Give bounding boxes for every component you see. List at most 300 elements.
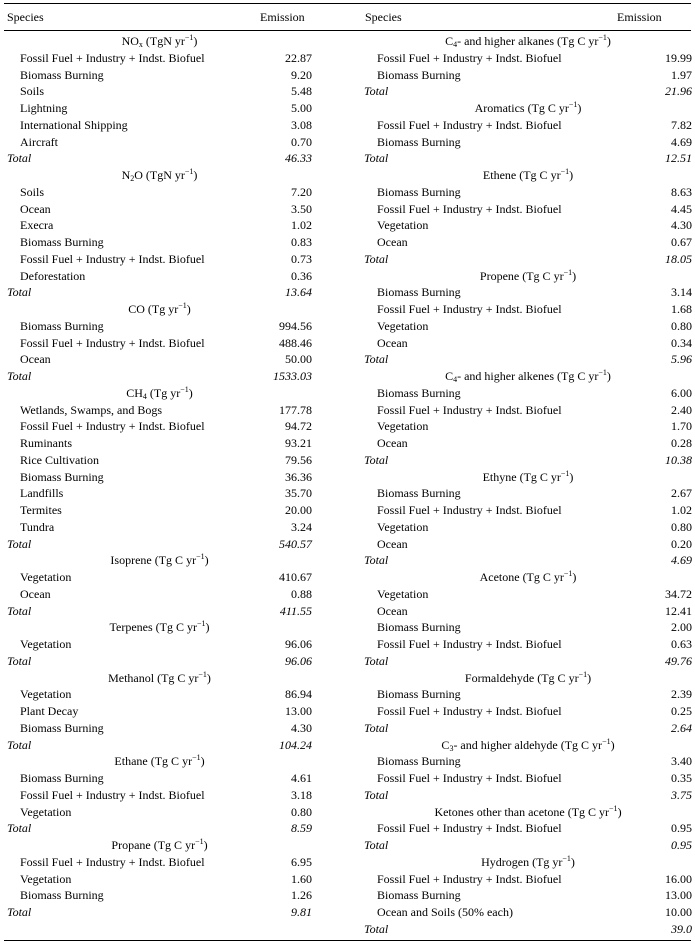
group-title <box>364 167 692 184</box>
total-value: 12.51 <box>665 151 692 166</box>
emission-value: 4.61 <box>291 771 312 785</box>
group-title-main: Ethene <box>482 168 517 182</box>
source-label: Biomass Burning <box>377 687 461 702</box>
group-title-main: Ethyne <box>482 469 517 484</box>
table-row <box>7 686 312 703</box>
source-label: Fossil Fuel + Industry + Indst. Biofuel <box>377 50 562 65</box>
table-row <box>364 418 692 435</box>
group-title-main: CO <box>128 302 145 316</box>
group-title-end: ) <box>193 168 198 182</box>
total-label: Total <box>364 352 389 367</box>
source-label: International Shipping <box>20 117 128 132</box>
source-label: Fossil Fuel + Industry + Indst. Biofuel <box>377 871 562 886</box>
total-value: 9.81 <box>291 905 312 919</box>
group-heading <box>364 670 692 687</box>
group-title-end: ) <box>569 469 574 484</box>
group-title-end: ) <box>205 620 210 635</box>
group-title-main: Isoprene <box>110 553 152 568</box>
table-row <box>364 586 692 603</box>
total-label: Total <box>364 151 389 166</box>
total-row <box>364 837 692 854</box>
total-row <box>7 536 312 553</box>
group-title-end: ) <box>572 268 577 283</box>
group-title-superscript: −1 <box>195 837 204 846</box>
emission-value: 19.99 <box>665 50 692 65</box>
group-title-end: ) <box>610 737 615 752</box>
group-title <box>7 837 312 854</box>
group-heading <box>364 737 692 754</box>
group-title-end: ) <box>572 570 577 584</box>
source-label: Biomass Burning <box>20 771 104 785</box>
emission-value: 0.34 <box>671 335 692 350</box>
total-label: Total <box>364 84 389 99</box>
table-bottom-rule <box>4 940 691 941</box>
emission-value: 2.00 <box>671 620 692 635</box>
emission-value: 13.00 <box>285 704 312 718</box>
group-title-superscript: −1 <box>598 368 607 377</box>
emission-value: 177.78 <box>279 402 312 417</box>
table-row <box>364 50 692 67</box>
source-label: Rice Cultivation <box>20 452 99 467</box>
group-title-unit: (Tg C yr <box>519 268 564 283</box>
source-label: Biomass Burning <box>20 888 104 903</box>
total-label: Total <box>7 151 32 166</box>
table-row <box>7 720 312 737</box>
total-value: 104.24 <box>279 737 312 752</box>
emission-value: 1.02 <box>291 218 312 233</box>
group-title-unit: - and higher aldehyde (Tg C yr <box>453 737 603 752</box>
total-label: Total <box>364 653 389 668</box>
table-row <box>364 887 692 904</box>
table-row <box>7 887 312 904</box>
total-row <box>7 737 312 754</box>
source-label: Soils <box>20 84 45 99</box>
emission-value: 9.20 <box>291 67 312 82</box>
source-label: Biomass Burning <box>20 469 104 484</box>
source-label: Vegetation <box>377 586 429 601</box>
emission-value: 410.67 <box>279 570 312 584</box>
source-label: Vegetation <box>20 804 72 819</box>
table-row <box>7 770 312 787</box>
emission-value: 96.06 <box>285 637 312 651</box>
emission-value: 79.56 <box>285 452 312 467</box>
group-title <box>364 804 692 821</box>
group-title-subscript: 3 <box>449 743 454 753</box>
source-label: Deforestation <box>20 268 86 283</box>
emission-value: 16.00 <box>665 871 692 886</box>
group-title-end: ) <box>569 168 574 182</box>
source-label: Aircraft <box>20 134 58 149</box>
table-row <box>7 452 312 469</box>
emission-value: 0.36 <box>291 268 312 283</box>
group-title <box>364 368 692 385</box>
group-heading <box>7 753 312 770</box>
emission-value: 1.68 <box>671 302 692 316</box>
table-header-rule <box>4 30 691 31</box>
table-top-rule <box>4 3 691 4</box>
table-row <box>7 234 312 251</box>
group-title-main: Aromatics <box>474 101 525 115</box>
group-title-unit: (Tg yr <box>529 854 563 869</box>
table-row <box>7 519 312 536</box>
group-title-end: ) <box>200 754 205 769</box>
emission-value: 0.63 <box>671 637 692 651</box>
table-row <box>7 117 312 134</box>
source-label: Biomass Burning <box>377 67 461 82</box>
group-title-end: ) <box>206 670 211 685</box>
group-title-superscript: −1 <box>560 468 570 478</box>
table-row <box>7 703 312 720</box>
table-row <box>364 284 692 301</box>
group-heading <box>7 619 312 636</box>
source-label: Biomass Burning <box>377 754 461 769</box>
source-label: Landfills <box>20 486 64 501</box>
group-title-main: Ethane <box>114 754 148 769</box>
total-label: Total <box>364 452 389 467</box>
emission-value: 994.56 <box>279 318 312 333</box>
total-label: Total <box>7 905 32 919</box>
emission-value: 7.82 <box>671 117 692 132</box>
emission-value: 6.95 <box>291 854 312 869</box>
group-title-superscript: −1 <box>178 301 187 310</box>
source-label: Fossil Fuel + Industry + Indst. Biofuel <box>377 503 562 517</box>
emission-value: 94.72 <box>285 419 312 434</box>
group-title-main: Hydrogen <box>481 854 530 869</box>
group-title-unit: (TgN yr <box>142 34 185 48</box>
source-label: Ocean <box>20 201 51 216</box>
source-label: Fossil Fuel + Industry + Indst. Biofuel <box>20 854 205 869</box>
group-title-end: ) <box>193 34 198 48</box>
table-row <box>364 234 692 251</box>
total-value: 3.75 <box>671 787 692 802</box>
total-row <box>7 653 312 670</box>
group-title-superscript: −1 <box>184 33 194 42</box>
group-heading <box>364 368 692 385</box>
table-header <box>0 9 695 25</box>
left-emission-header: Emission <box>260 10 305 24</box>
total-value: 96.06 <box>285 653 312 668</box>
table-row <box>7 351 312 368</box>
emission-value: 0.80 <box>671 519 692 534</box>
total-row <box>364 351 692 368</box>
emission-value: 4.69 <box>671 134 692 149</box>
group-title-superscript: −1 <box>560 167 570 176</box>
group-heading <box>7 301 312 318</box>
group-title-superscript: −1 <box>184 167 194 176</box>
emission-value: 86.94 <box>285 687 312 702</box>
group-title-main: C <box>445 369 454 383</box>
total-row <box>364 251 692 268</box>
source-label: Biomass Burning <box>377 385 461 400</box>
emission-value: 3.08 <box>291 117 312 132</box>
group-title-main: Formaldehyde <box>464 670 535 685</box>
source-label: Vegetation <box>20 637 72 651</box>
table-row <box>7 586 312 603</box>
emission-value: 4.45 <box>671 201 692 216</box>
group-title <box>7 753 312 770</box>
source-label: Wetlands, Swamps, and Bogs <box>20 402 163 417</box>
source-label: Fossil Fuel + Industry + Indst. Biofuel <box>377 201 562 216</box>
emission-value: 0.80 <box>291 804 312 819</box>
group-title-unit: (Tg C yr <box>516 469 561 484</box>
group-title-superscript: −1 <box>196 619 206 629</box>
table-row <box>7 67 312 84</box>
total-value: 540.57 <box>279 536 312 551</box>
emission-value: 0.83 <box>291 235 312 249</box>
emission-value: 1.60 <box>291 871 312 886</box>
left-species-header: Species <box>7 10 44 24</box>
table-row <box>364 67 692 84</box>
source-label: Ocean <box>377 603 408 618</box>
group-title-superscript: −1 <box>598 33 607 42</box>
table-row <box>364 603 692 620</box>
total-row <box>7 368 312 385</box>
group-title-main: Propene <box>479 268 520 283</box>
group-title-superscript: −1 <box>602 736 611 746</box>
group-title-subscript: 4 <box>453 375 458 384</box>
total-row <box>364 552 692 569</box>
source-label: Fossil Fuel + Industry + Indst. Biofuel <box>20 787 205 802</box>
emission-value: 50.00 <box>285 352 312 367</box>
group-title-subscript: 2 <box>130 174 135 183</box>
group-title-unit: (Tg C yr <box>564 804 610 819</box>
source-label: Tundra <box>20 519 55 534</box>
source-label: Ruminants <box>20 436 73 450</box>
table-row <box>7 854 312 871</box>
emission-value: 34.72 <box>665 586 692 601</box>
group-title-main: Methanol <box>108 670 155 685</box>
source-label: Vegetation <box>20 687 72 702</box>
group-title <box>364 569 692 586</box>
table-row <box>364 502 692 519</box>
table-row <box>364 301 692 318</box>
table-row <box>7 201 312 218</box>
emission-value: 22.87 <box>285 50 312 65</box>
table-row <box>364 117 692 134</box>
group-title-end: ) <box>570 854 575 869</box>
group-title-main: Terpenes <box>109 620 153 635</box>
emission-value: 8.63 <box>671 184 692 199</box>
total-label: Total <box>7 821 32 836</box>
group-title-end: ) <box>606 34 611 48</box>
total-value: 46.33 <box>285 151 312 166</box>
group-title-subscript: 4 <box>142 391 147 401</box>
emission-value: 20.00 <box>285 503 312 517</box>
table-row <box>364 184 692 201</box>
table-row <box>364 318 692 335</box>
emission-value: 3.14 <box>671 285 692 300</box>
source-label: Plant Decay <box>20 704 79 718</box>
source-label: Execra <box>20 218 54 233</box>
right-column <box>364 33 692 938</box>
emission-value: 0.25 <box>671 704 692 718</box>
total-value: 10.38 <box>665 452 692 467</box>
group-title-superscript: −1 <box>192 753 201 763</box>
total-row <box>364 720 692 737</box>
left-column <box>7 33 312 921</box>
group-title-end: ) <box>186 302 191 316</box>
source-label: Fossil Fuel + Industry + Indst. Biofuel <box>377 302 562 316</box>
group-title-superscript: −1 <box>196 552 205 562</box>
source-label: Biomass Burning <box>377 285 461 300</box>
group-title <box>7 552 312 569</box>
table-row <box>364 134 692 151</box>
total-label: Total <box>364 787 389 802</box>
group-title-unit: (Tg C yr <box>534 670 579 685</box>
emission-value: 3.50 <box>291 201 312 216</box>
emission-value: 10.00 <box>665 905 692 919</box>
source-label: Biomass Burning <box>377 486 461 501</box>
group-title-end: ) <box>606 369 611 383</box>
source-label: Biomass Burning <box>377 888 461 903</box>
table-row <box>7 134 312 151</box>
emission-value: 2.67 <box>671 486 692 501</box>
table-row <box>364 536 692 553</box>
total-row <box>364 83 692 100</box>
table-row <box>364 904 692 921</box>
total-row <box>364 452 692 469</box>
total-label: Total <box>364 921 389 936</box>
table-row <box>364 820 692 837</box>
table-row <box>7 184 312 201</box>
emission-value: 7.20 <box>291 184 312 199</box>
group-title-superscript: −1 <box>568 100 578 109</box>
source-label: Vegetation <box>377 519 429 534</box>
source-label: Biomass Burning <box>377 184 461 199</box>
source-label: Ocean <box>377 235 408 249</box>
group-title <box>364 268 692 285</box>
source-label: Termites <box>20 503 62 517</box>
total-label: Total <box>7 737 32 752</box>
emission-value: 6.00 <box>671 385 692 400</box>
group-title <box>7 167 312 184</box>
table-row <box>364 335 692 352</box>
source-label: Fossil Fuel + Industry + Indst. Biofuel <box>377 117 562 132</box>
emission-value: 4.30 <box>291 720 312 735</box>
table-row <box>7 335 312 352</box>
table-row <box>7 268 312 285</box>
group-title-unit: (Tg C yr <box>519 570 564 584</box>
group-heading <box>7 167 312 184</box>
total-label: Total <box>364 553 389 568</box>
source-label: Fossil Fuel + Industry + Indst. Biofuel <box>20 251 205 266</box>
table-row <box>7 569 312 586</box>
total-value: 8.59 <box>291 821 312 836</box>
table-row <box>364 636 692 653</box>
group-title-main: NO <box>121 34 139 48</box>
table-row <box>7 502 312 519</box>
source-label: Soils <box>20 184 45 199</box>
total-row <box>364 921 692 938</box>
source-label: Vegetation <box>20 570 72 584</box>
source-label: Biomass Burning <box>20 235 104 249</box>
group-heading <box>364 167 692 184</box>
emission-value: 1.70 <box>671 419 692 434</box>
total-value: 0.95 <box>671 838 692 852</box>
emission-value: 2.39 <box>671 687 692 702</box>
total-row <box>7 603 312 620</box>
source-label: Fossil Fuel + Industry + Indst. Biofuel <box>20 419 205 434</box>
emission-value: 3.18 <box>291 787 312 802</box>
source-label: Fossil Fuel + Industry + Indst. Biofuel <box>377 771 562 785</box>
group-title-main: Propane <box>111 838 151 852</box>
source-label: Vegetation <box>377 218 429 233</box>
emission-value: 0.35 <box>671 771 692 785</box>
group-title-superscript: −1 <box>198 669 207 679</box>
emission-value: 1.26 <box>291 888 312 903</box>
table-row <box>364 201 692 218</box>
table-row <box>7 485 312 502</box>
table-row <box>364 217 692 234</box>
group-title-unit: (Tg C yr <box>524 101 569 115</box>
table-row <box>7 318 312 335</box>
table-row <box>7 636 312 653</box>
total-row <box>7 904 312 921</box>
table-row <box>364 402 692 419</box>
table-row <box>364 385 692 402</box>
group-title-unit: (Tg C yr <box>154 670 199 685</box>
group-title-unit: (Tg C yr <box>516 168 561 182</box>
right-emission-header: Emission <box>617 10 662 24</box>
emission-value: 0.95 <box>671 821 692 836</box>
table-row <box>7 50 312 67</box>
total-label: Total <box>364 251 389 266</box>
emission-value: 3.24 <box>291 519 312 534</box>
total-label: Total <box>364 838 389 852</box>
group-title-end: ) <box>617 804 622 819</box>
total-value: 21.96 <box>665 84 692 99</box>
emission-value: 488.46 <box>279 335 312 350</box>
total-row <box>7 820 312 837</box>
total-row <box>7 150 312 167</box>
group-title-unit: (Tg yr <box>146 385 181 400</box>
group-heading <box>7 670 312 687</box>
right-species-header: Species <box>365 10 402 24</box>
group-title <box>364 469 692 486</box>
table-row <box>364 753 692 770</box>
total-row <box>364 150 692 167</box>
total-label: Total <box>7 369 32 383</box>
emission-value: 5.48 <box>291 84 312 99</box>
source-label: Fossil Fuel + Industry + Indst. Biofuel <box>20 335 205 350</box>
source-label: Ocean <box>377 536 408 551</box>
source-label: Ocean <box>20 352 51 367</box>
emission-value: 0.28 <box>671 436 692 450</box>
total-value: 5.96 <box>671 352 692 367</box>
source-label: Ocean <box>377 335 408 350</box>
group-title-unit: (Tg C yr <box>150 838 196 852</box>
group-title-main: Acetone <box>479 570 520 584</box>
group-heading <box>364 804 692 821</box>
source-label: Fossil Fuel + Industry + Indst. Biofuel <box>377 637 562 651</box>
emission-value: 0.73 <box>291 251 312 266</box>
group-title <box>364 670 692 687</box>
source-label: Fossil Fuel + Industry + Indst. Biofuel <box>377 704 562 718</box>
group-title-main: C <box>445 34 454 48</box>
group-title-end: ) <box>587 670 592 685</box>
table-row <box>7 435 312 452</box>
source-label: Ocean <box>20 586 51 601</box>
group-heading <box>7 552 312 569</box>
group-heading <box>364 100 692 117</box>
table-row <box>7 402 312 419</box>
group-title-end: ) <box>204 553 209 568</box>
group-title-subscript: x <box>138 40 143 49</box>
emission-value: 1.02 <box>671 503 692 517</box>
table-row <box>7 418 312 435</box>
group-title-main: Ketones other than acetone <box>434 804 565 819</box>
total-row <box>364 787 692 804</box>
